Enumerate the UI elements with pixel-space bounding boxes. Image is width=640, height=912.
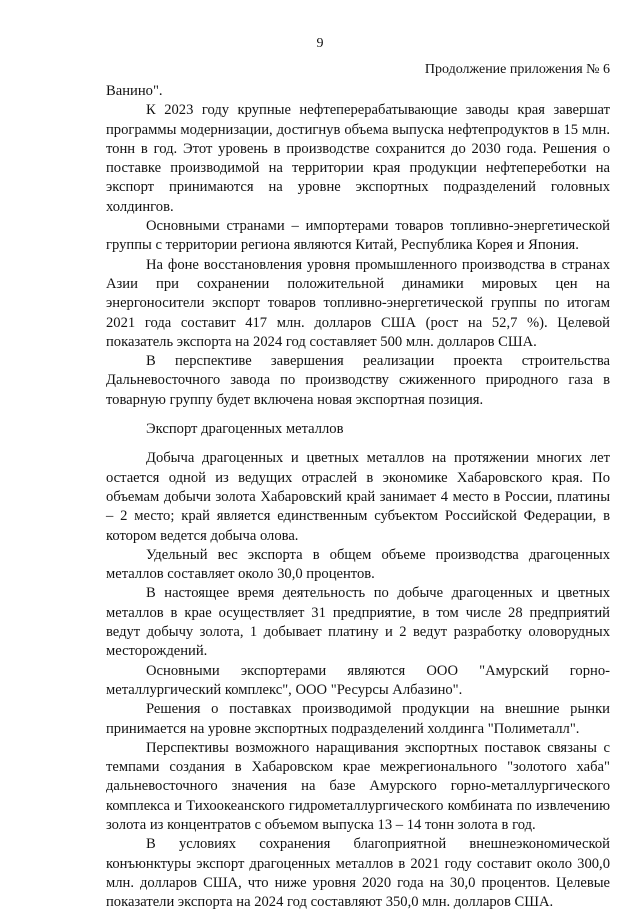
paragraph-enterprises: В настоящее время деятельность по добыче драгоценных и цветных металлов в крае осуществляет 31 предприятие, в том числе 28 предприятий ведут добычу золота, 1 добывает платину и 2 ведут разработку оловорудных месторождений.: [106, 585, 610, 660]
paragraph-exporters: Основными экспортерами являются ООО "Амурский горно-металлургический комплекс", ООО "Ресурсы Албазино".: [106, 662, 610, 698]
appendix-continuation-note: Продолжение приложения № 6: [424, 62, 610, 77]
paragraph-refineries: К 2023 году крупные нефтеперерабатывающие заводы края завершат программы модернизации, достигнув объема выпуска нефтепродуктов в 15 млн. тонн в год. Этот уровень в производстве сохранится до 2030 года. Решения о поставке производимой на территории края продукции нефтепереботки на экспорт принимаются на уровне экспортных подразделений головных холдингов.: [106, 102, 610, 215]
section-heading: Экспорт драгоценных металлов: [146, 421, 344, 438]
body-text: [106, 82, 610, 912]
paragraph-importers: Основными странами – импортерами товаров топливно-энергетической группы с территории региона являются Китай, Республика Корея и Япония.: [106, 218, 610, 254]
paragraph-lng-plant: В перспективе завершения реализации проекта строительства Дальневосточного завода по производству сжиженного природного газа в товарную группу будет включена новая экспортная позиция.: [106, 353, 610, 408]
paragraph-decisions: Решения о поставках производимой продукции на внешние рынки принимается на уровне экспортных подразделений холдинга "Полиметалл".: [106, 701, 610, 737]
paragraph-continuation: Ванино".: [106, 83, 163, 99]
paragraph-export-share: Удельный вес экспорта в общем объеме производства драгоценных металлов составляет около 30,0 процентов.: [106, 546, 610, 583]
paragraph-export-targets: В условиях сохранения благоприятной внешнеэкономической конъюнктуры экспорт драгоценных металлов в 2021 году составит около 300,0 млн. долларов США, что ниже уровня 2020 года на 30,0 процентов. Целевые показатели экспорта на 2024 год составляют 350,0 млн. долларов США.: [106, 836, 610, 911]
paragraph-fuel-export: На фоне восстановления уровня промышленного производства в странах Азии при сохранении положительной динамики мировых цен на энергоносители экспорт товаров топливно-энергетической группы по итогам 2021 года составит 417 млн. долларов США (рост на 52,7 %). Целевой показатель экспорта на 2024 год составляет 500 млн. долларов США.: [106, 256, 610, 350]
paragraph-gold-hub: Перспективы возможного наращивания экспортных поставок связаны с темпами создания в Хабаровском крае межрегионального "золотого хаба" дальневосточного значения на базе Амурского горно-металлургического комплекса и Тихоокеанского гидрометаллургического комбината по извлечению золота из концентратов с объемом выпуска 13 – 14 тонн золота в год.: [106, 739, 610, 833]
paragraph-mining: Добыча драгоценных и цветных металлов на протяжении многих лет остается одной из ведущих отраслей в экономике Хабаровского края. По объемам добычи золота Хабаровский край занимает 4 место в России, платины – 2 место; край является единственным субъектом Российской Федерации, в котором ведется добыча олова.: [106, 450, 610, 544]
page-number: 9: [316, 36, 324, 51]
